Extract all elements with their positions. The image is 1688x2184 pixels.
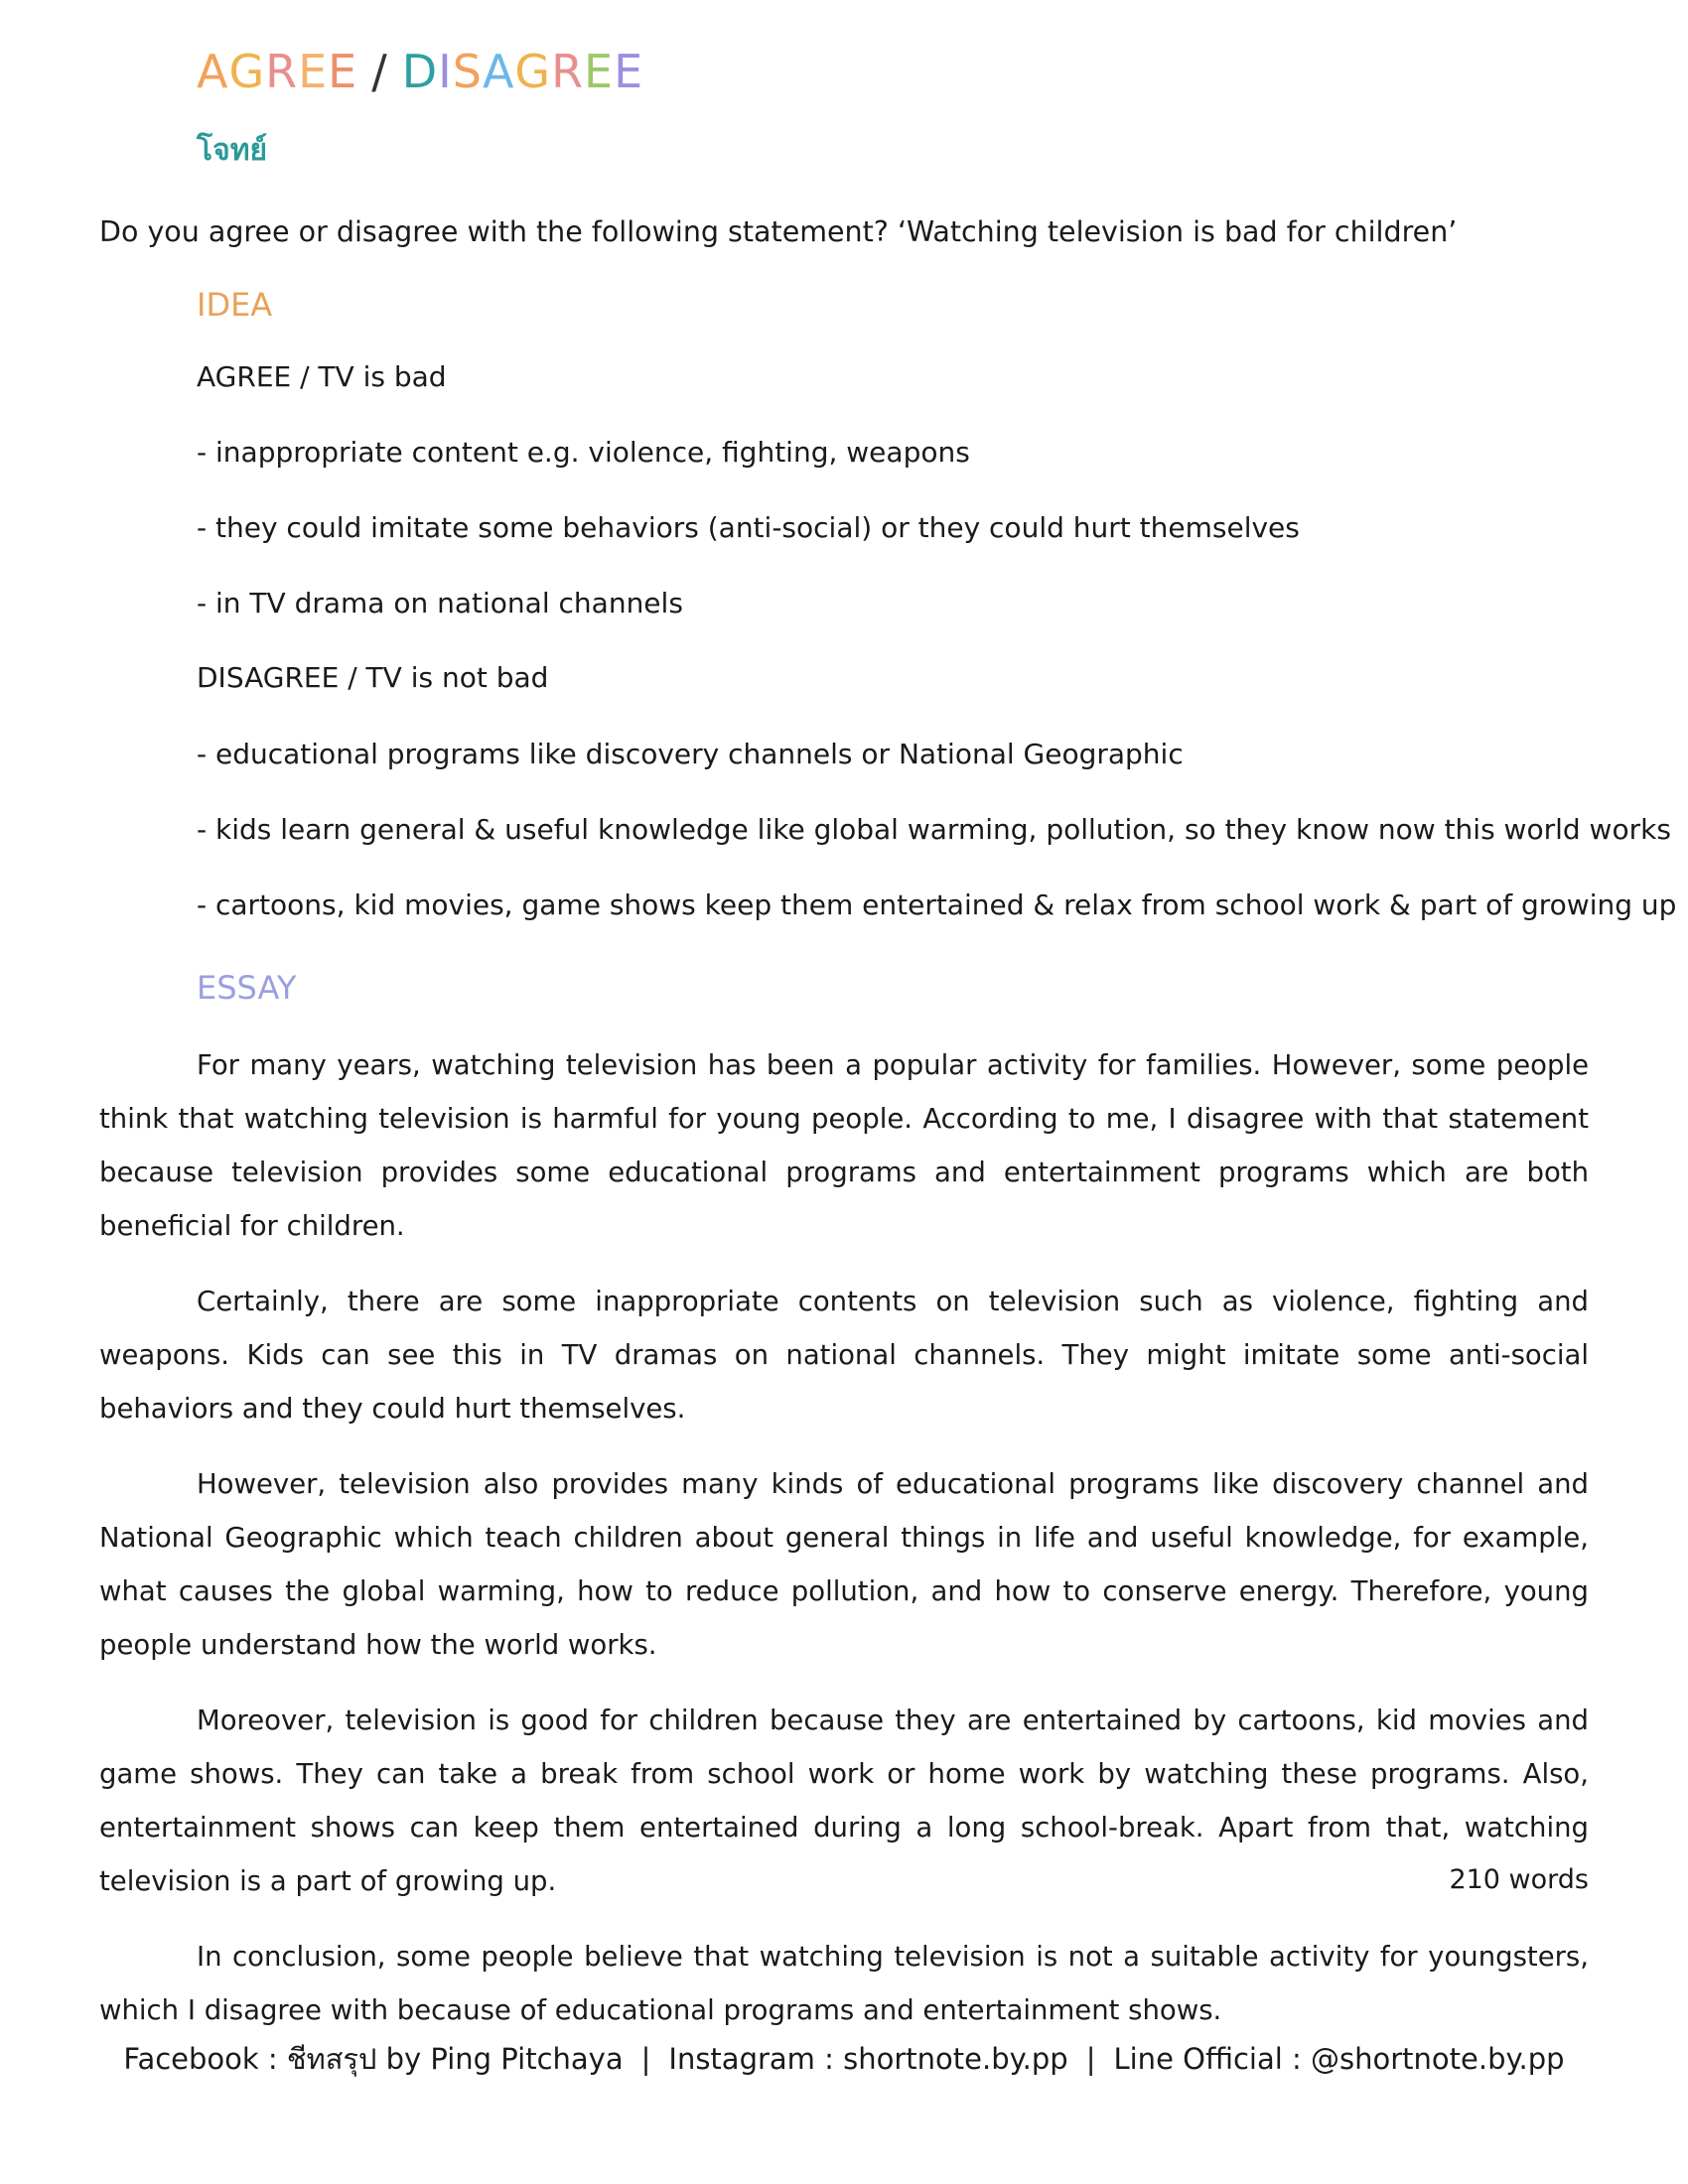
idea-line: - educational programs like discovery channels or National Geographic	[197, 738, 1184, 770]
title-letter: G	[514, 45, 552, 98]
idea-line: - in TV drama on national channels	[197, 587, 683, 619]
page-title	[197, 42, 643, 101]
question-statement: Do you agree or disagree with the following statement? ‘Watching television is bad for children’	[99, 215, 1458, 248]
title-letter: E	[584, 45, 615, 98]
idea-disagree-heading: DISAGREE / TV is not bad	[197, 661, 549, 694]
title-agree	[197, 42, 357, 101]
title-letter: G	[228, 45, 266, 98]
title-letter: E	[614, 45, 644, 98]
title-letter: A	[197, 45, 229, 98]
word-count: 210 words	[1449, 1864, 1589, 1895]
idea-line: - they could imitate some behaviors (anti-social) or they could hurt themselves	[197, 511, 1300, 544]
title-letter: D	[401, 45, 439, 98]
essay-paragraph-body-2: However, television also provides many kinds of educational programs like discovery channel and National Geographic which teach children about general things in life and useful knowledge, for example, what causes the global warming, how to reduce pollution, and how to conserve energy. Therefore, young people understand how the world works.	[99, 1468, 1589, 1661]
title-letter: I	[438, 45, 453, 98]
title-letter: S	[452, 45, 483, 98]
idea-line: - kids learn general & useful knowledge like global warming, pollution, so they know now this world works	[197, 813, 1671, 846]
essay-paragraph-conclusion: In conclusion, some people believe that watching television is not a suitable activity for youngsters, which I disagree with because of educational programs and entertainment shows.	[99, 1941, 1589, 2026]
footer-facebook: Facebook : ชีทสรุป by Ping Pitchaya	[123, 2042, 624, 2076]
title-letter: R	[265, 45, 299, 98]
question-label: โจทย์	[197, 133, 268, 168]
idea-agree-heading: AGREE / TV is bad	[197, 360, 447, 393]
title-letter: E	[328, 45, 358, 98]
title-letter: E	[298, 45, 329, 98]
title-letter: A	[482, 45, 515, 98]
essay-paragraph-intro: For many years, watching television has been a popular activity for families. However, some people think that watching television is harmful for young people. According to me, I disagree with that statement because television provides some educational programs and entertainment programs which are both beneficial for children.	[99, 1049, 1589, 1242]
title-slash: /	[371, 45, 388, 98]
essay-paragraph-body-1: Certainly, there are some inappropriate contents on television such as violence, fighting and weapons. Kids can see this in TV dramas on national channels. They might imitate some anti-social behaviors and they could hurt themselves.	[99, 1286, 1589, 1425]
essay-heading: ESSAY	[197, 969, 297, 1007]
footer-instagram: Instagram : shortnote.by.pp	[668, 2042, 1068, 2076]
title-letter: R	[551, 45, 585, 98]
essay-paragraph-body-3: Moreover, television is good for children because they are entertained by cartoons, kid movies and game shows. They can take a break from school work or home work by watching these programs. Also, entertainment shows can keep them entertained during a long school-break. Apart from that, watching television is a part of growing up.	[99, 1705, 1589, 1897]
footer-line-official: Line Official : @shortnote.by.pp	[1113, 2042, 1565, 2076]
idea-heading: IDEA	[197, 286, 273, 324]
idea-line: - inappropriate content e.g. violence, fighting, weapons	[197, 436, 970, 469]
footer-separator: |	[640, 2042, 651, 2076]
footer-separator: |	[1085, 2042, 1096, 2076]
essay-body	[99, 1038, 1589, 2059]
footer-credits	[0, 2039, 1688, 2079]
title-disagree	[402, 42, 643, 101]
idea-line: - cartoons, kid movies, game shows keep them entertained & relax from school work & part of growing up	[197, 888, 1677, 921]
